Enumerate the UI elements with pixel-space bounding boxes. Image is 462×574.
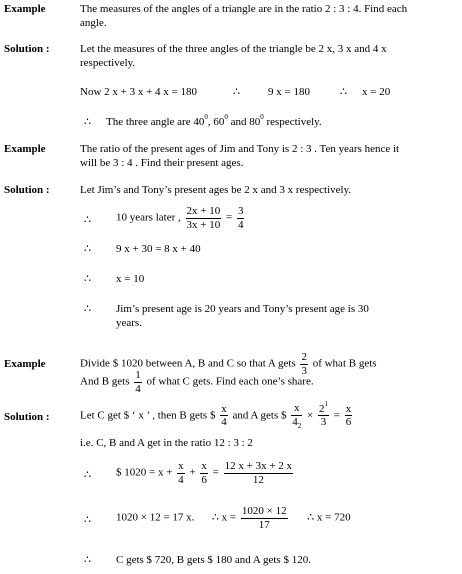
fraction-numerator: x [345, 402, 352, 415]
ex2-step-4-line-1: Jim’s present age is 20 years and Tony’s present age is 30 [116, 303, 369, 315]
equals-sign: = [225, 211, 233, 224]
ex2-question-line-2: will be 3 : 4 . Find their present ages. [80, 157, 244, 169]
ex3-solution-line-2: i.e. C, B and A get in the ratio 12 : 3 : 2 [80, 437, 253, 449]
fraction [241, 505, 288, 531]
ex3-final-answer: C gets $ 720, B gets $ 180 and A gets $ 120. [116, 554, 311, 566]
fraction-numerator: 2 [301, 351, 307, 363]
fraction-denominator: 4 [135, 382, 141, 395]
ex1-answer [106, 113, 322, 129]
fraction-denominator: 6 [345, 416, 352, 429]
ex3-question-line-1-b: of what B gets [312, 357, 377, 370]
fraction-denominator: 4 [292, 415, 298, 428]
therefore-symbol: ∴ [84, 469, 91, 481]
ex3-solution-line-1-a: Let C get $ ‘ x ’ , then B gets $ [80, 409, 216, 422]
fraction-denominator: 3 [301, 364, 307, 377]
solution-label-3: Solution : [4, 411, 50, 423]
fraction [318, 399, 329, 429]
solution-label-1: Solution : [4, 43, 50, 55]
therefore-symbol: ∴ [84, 303, 91, 315]
degree-sup: 0 [224, 113, 228, 121]
ex2-question-line-1: The ratio of the present ages of Jim and Tony is 2 : 3 . Ten years hence it [80, 143, 400, 155]
ex2-step-2: 9 x + 30 = 8 x + 40 [116, 243, 201, 255]
plus-sign: + [189, 466, 196, 479]
fraction-numerator: x [221, 402, 227, 415]
ex1-answer-prefix: The three angle are 40 [106, 116, 205, 128]
example-label-3: Example [4, 358, 46, 370]
fraction-numerator: 12 x + 3x + 2 x [224, 460, 293, 472]
fraction-denominator: 3x + 10 [186, 218, 221, 231]
therefore-symbol: ∴ [307, 511, 315, 524]
solution-label-2: Solution : [4, 184, 50, 196]
ex3-equation-1-left: $ 1020 = x + [116, 466, 173, 479]
example-label-1: Example [4, 3, 46, 15]
therefore-symbol: ∴ [340, 86, 347, 98]
ex2-solution-line-1: Let Jim’s and Tony’s present ages be 2 x and 3 x respectively. [80, 184, 352, 196]
ex1-question-line-2: angle. [80, 17, 107, 29]
therefore-symbol: ∴ [84, 514, 91, 526]
ex1-solution-line-2: respectively. [80, 57, 136, 69]
therefore-symbol: ∴ [84, 273, 91, 285]
therefore-symbol: ∴ [84, 116, 91, 128]
ex2-step-3: x = 10 [116, 273, 145, 285]
fraction [220, 403, 228, 429]
ex1-answer-angle-3: and 80 [227, 116, 261, 128]
ex1-equation-2: 9 x = 180 [268, 86, 310, 98]
fraction-numerator: x [291, 402, 302, 416]
ex1-answer-angle-2: , 60 [207, 116, 225, 128]
fraction-numerator: 3 [237, 205, 244, 217]
ex3-solution-line-1-b: and A gets $ [232, 409, 287, 422]
fraction-denominator: 4 [221, 416, 227, 429]
ex3-question-line-2-a: And B gets [80, 375, 130, 388]
fraction-numerator: 2x + 10 [186, 205, 221, 217]
ex2-step-1-prefix: 10 years later , [116, 211, 181, 224]
fraction-numerator: x [201, 460, 207, 472]
ex3-equation-2-right: x = 720 [316, 511, 351, 524]
example-label-2: Example [4, 143, 46, 155]
ex1-equation-1: Now 2 x + 3 x + 4 x = 180 [80, 86, 197, 98]
ex1-equation-3: x = 20 [362, 86, 391, 98]
fraction [237, 205, 245, 231]
ex3-solution-line-1 [80, 399, 354, 430]
fraction [224, 460, 293, 486]
ex3-question-line-2 [80, 369, 314, 395]
therefore-symbol: ∴ [84, 214, 91, 226]
fraction [345, 403, 353, 429]
ex1-question-line-1: The measures of the angles of a triangle are in the ratio 2 : 3 : 4. Find each [80, 3, 408, 15]
ex3-question-line-2-b: of what C gets. Find each one’s share. [146, 375, 314, 388]
ex3-question-line-1-a: Divide $ 1020 between A, B and C so that A gets [80, 357, 296, 370]
ex1-answer-suffix: respectively. [263, 116, 322, 128]
subscript: 2 [297, 421, 302, 430]
superscript: 1 [324, 399, 328, 408]
fraction-denominator: 3 [320, 416, 327, 429]
ex3-equation-2-left: 1020 × 12 = 17 x. [116, 511, 195, 524]
equals-sign: = [333, 409, 340, 422]
degree-sup: 0 [204, 113, 208, 121]
therefore-symbol: ∴ [84, 243, 91, 255]
therefore-symbol: ∴ [211, 511, 219, 524]
therefore-symbol: ∴ [233, 86, 240, 98]
fraction-denominator: 12 [252, 473, 264, 486]
fraction-denominator: 4 [237, 218, 244, 231]
fraction-numerator: 2 [319, 402, 325, 415]
fraction-numerator: 1020 × 12 [241, 505, 287, 517]
ex1-solution-line-1: Let the measures of the three angles of the triangle be 2 x, 3 x and 4 x [80, 43, 387, 55]
fraction [200, 460, 208, 486]
fraction-denominator: 6 [201, 473, 207, 486]
times-sign: × [307, 409, 314, 422]
ex3-equation-2 [116, 505, 351, 531]
fraction-denominator: 4 [178, 473, 184, 486]
fraction [186, 205, 222, 231]
equals-sign: = [212, 466, 219, 479]
ex2-step-1 [116, 205, 246, 231]
fraction [134, 369, 142, 395]
fraction-numerator: 1 [135, 369, 141, 381]
ex3-equation-1 [116, 460, 295, 486]
fraction-denominator: 17 [258, 518, 270, 531]
fraction [291, 402, 302, 430]
ex2-step-4-line-2: years. [116, 317, 142, 329]
degree-sup: 0 [260, 113, 264, 121]
therefore-symbol: ∴ [84, 554, 91, 566]
ex3-equation-2-mid: x = [221, 511, 237, 524]
fraction [177, 460, 185, 486]
fraction-numerator: x [178, 460, 184, 472]
